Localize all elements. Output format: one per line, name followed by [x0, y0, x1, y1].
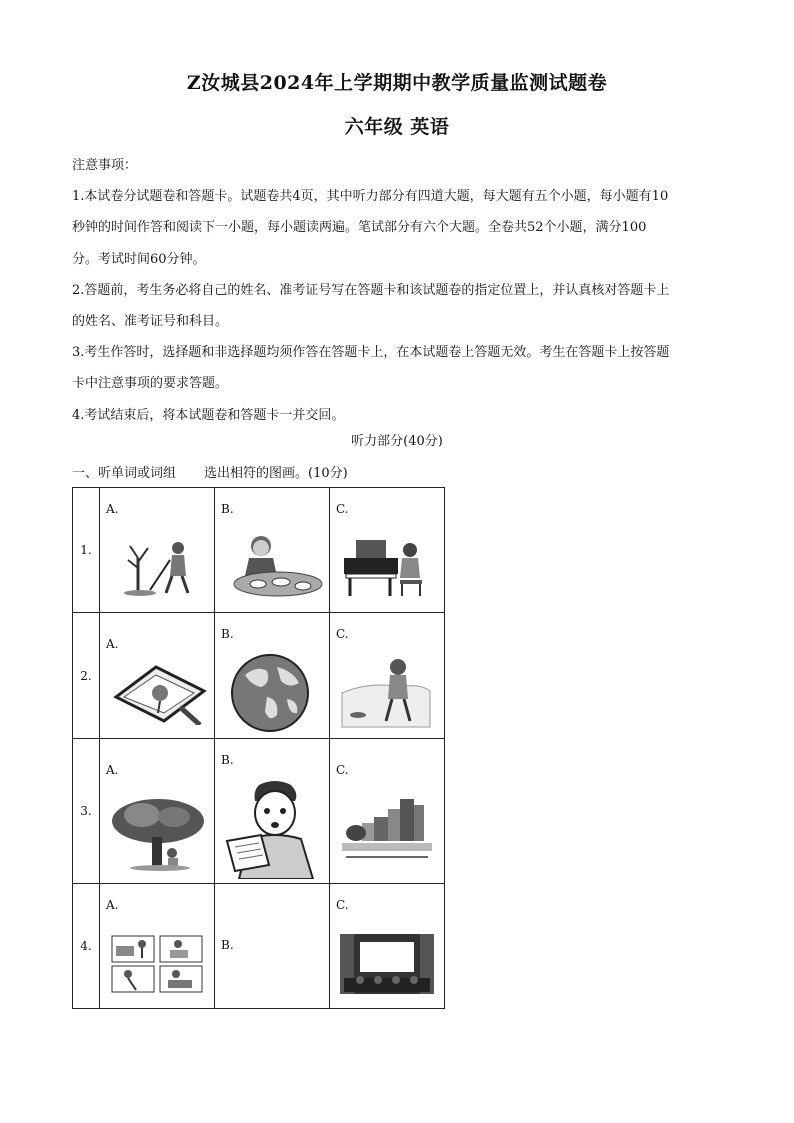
option-cell[interactable]: [215, 739, 330, 884]
city-picture: [342, 799, 432, 865]
listening-heading: 听力部分(40分): [351, 434, 443, 449]
option-label: B.: [221, 938, 234, 952]
question-number: 4.: [73, 884, 100, 1009]
notes-line: 2.答题前，考生务必将自己的姓名、准考证号写在答题卡和该试题卷的指定位置上，并认真核对答题卡上: [72, 282, 670, 298]
option-label: C.: [336, 627, 349, 641]
notes-line: 的姓名、准考证号和科目。: [72, 314, 229, 330]
planting-tree-picture: [120, 538, 200, 596]
question-row: [73, 488, 445, 613]
under-tree-picture: [110, 797, 206, 871]
boy-eating-picture: [223, 532, 323, 598]
option-label: A.: [106, 898, 119, 912]
option-cell[interactable]: [100, 613, 215, 739]
option-cell[interactable]: [215, 884, 330, 1009]
drawing-picture: [108, 663, 208, 725]
notes-line: 4.考试结束后，将本试题卷和答题卡一并交回。: [72, 407, 345, 423]
option-cell[interactable]: [330, 884, 445, 1009]
option-cell[interactable]: [100, 739, 215, 884]
exam-title: Z汝城县2024年上学期期中教学质量监测试题卷: [186, 72, 608, 94]
option-label: B.: [221, 502, 234, 516]
question-number: 2.: [73, 613, 100, 739]
globe-picture: [227, 653, 313, 733]
option-label: C.: [336, 763, 349, 777]
playing-piano-picture: [342, 540, 432, 598]
notes-line: 分。考试时间60分钟。: [72, 251, 206, 267]
notes-line: 秒钟的时间作答和阅读下一小题，每小题读两遍。笔试部分有六个大题。全卷共52个小题，满分100: [72, 220, 647, 236]
option-cell[interactable]: [330, 488, 445, 613]
option-cell[interactable]: [215, 488, 330, 613]
option-label: C.: [336, 502, 349, 516]
notes-line: 卡中注意事项的要求答题。: [72, 376, 229, 392]
question-number: 3.: [73, 739, 100, 884]
notes-section: [72, 150, 722, 431]
notes-heading: 注意事项：: [72, 158, 138, 173]
option-cell[interactable]: [215, 613, 330, 739]
boy-reading-picture: [225, 779, 321, 879]
option-label: A.: [106, 763, 119, 777]
question-row: [73, 739, 445, 884]
option-cell[interactable]: [330, 739, 445, 884]
part-one-instruction: [72, 462, 348, 481]
notes-line: 3.考生作答时，选择题和非选择题均须作答在答题卡上，在本试题卷上答题无效。考生在答题卡上按答题: [72, 345, 670, 361]
cinema-picture: [340, 934, 434, 994]
part-one-a: 一、听单词或词组: [72, 466, 177, 481]
option-cell[interactable]: [100, 488, 215, 613]
option-cell[interactable]: [100, 884, 215, 1009]
question-number: 1.: [73, 488, 100, 613]
notes-line: 1.本试卷分试题卷和答题卡。试题卷共4页，其中听力部分有四道大题，每大题有五个小题，每小题有10: [72, 189, 669, 205]
option-label: A.: [106, 637, 119, 651]
question-table: [72, 487, 445, 1009]
exam-subtitle: 六年级 英语: [344, 116, 450, 138]
option-label: C.: [336, 898, 349, 912]
option-label: B.: [221, 627, 234, 641]
walking-boy-picture: [340, 657, 432, 729]
option-cell[interactable]: [330, 613, 445, 739]
question-row: [73, 884, 445, 1009]
part-one-b: 选出相符的图画。(10分): [204, 466, 348, 481]
option-label: A.: [106, 502, 119, 516]
chores-grid-picture: [110, 934, 204, 994]
option-label: B.: [221, 753, 234, 767]
question-row: [73, 613, 445, 739]
